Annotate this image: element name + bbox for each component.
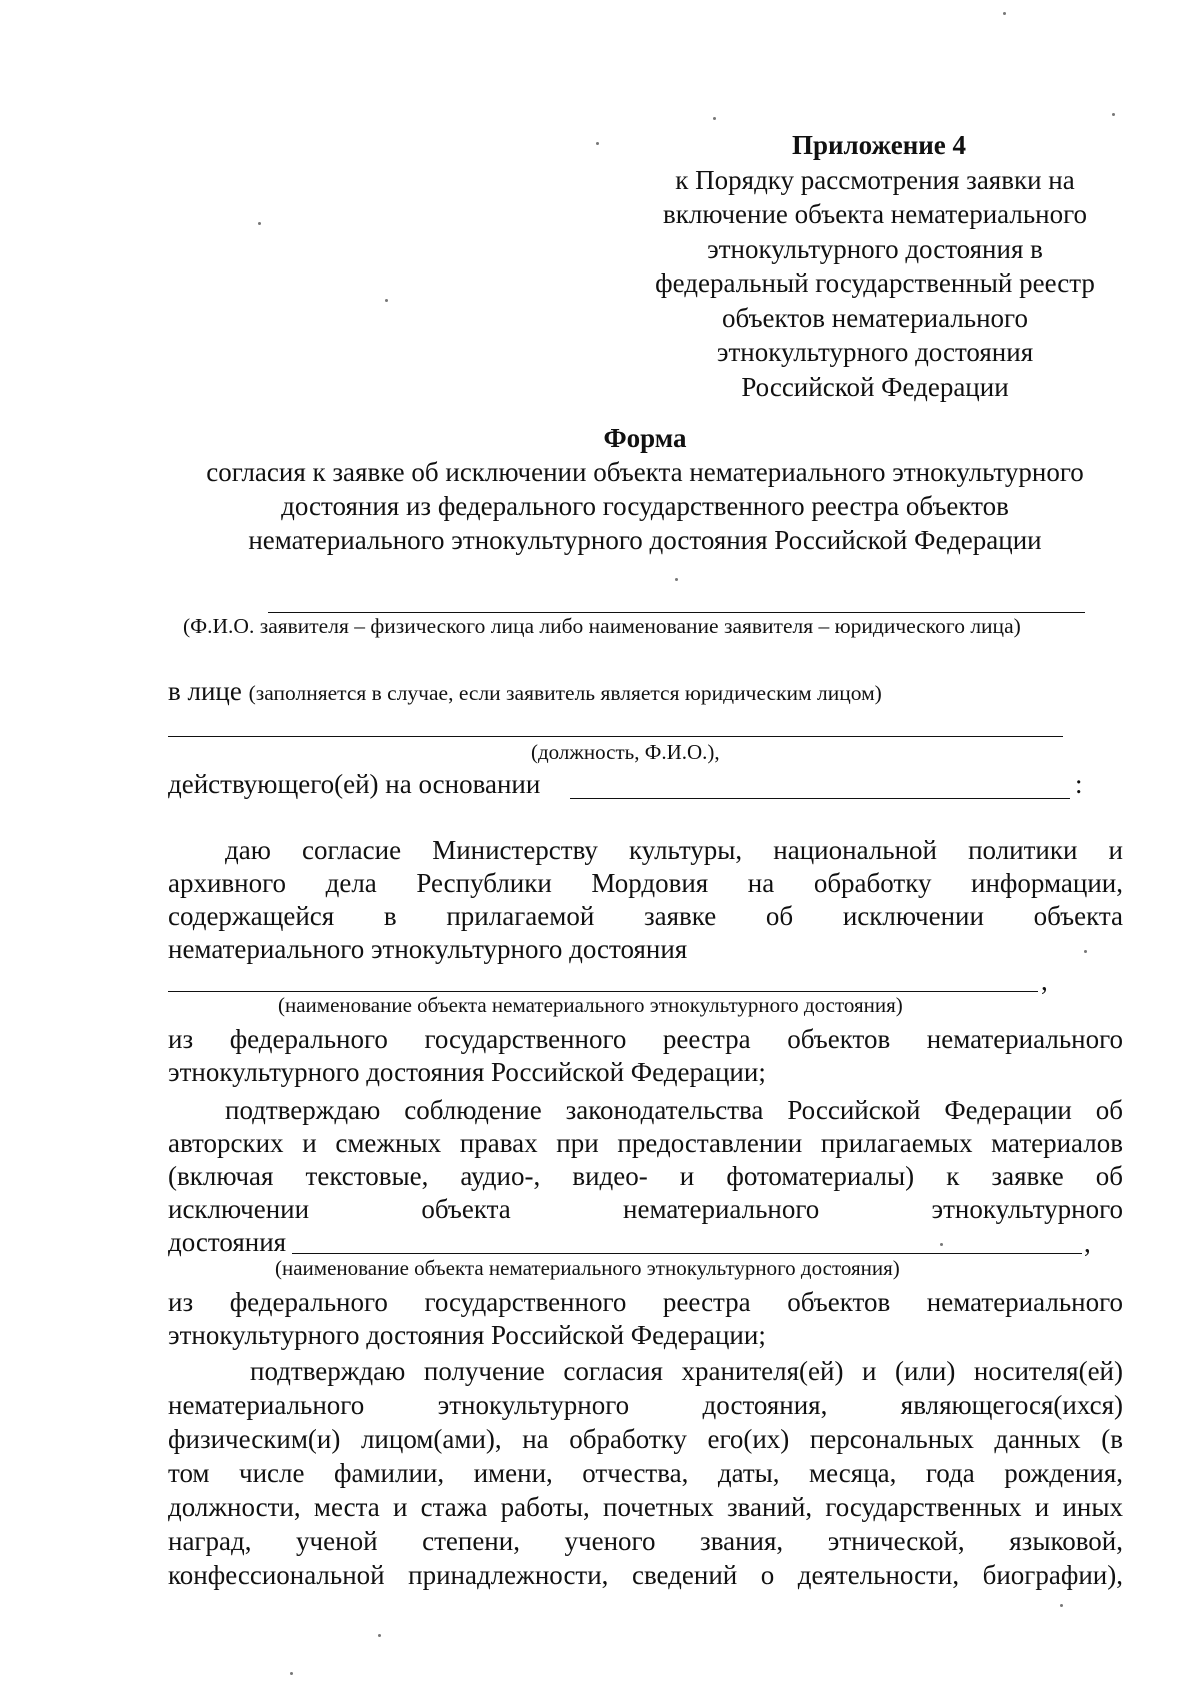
appendix-line: включение объекта нематериального <box>662 199 1088 229</box>
scan-speck <box>258 222 261 225</box>
registry-line: этнокультурного достояния Российской Федерации; <box>168 1320 766 1350</box>
appendix-line: этнокультурного достояния в <box>707 233 1043 264</box>
scan-speck <box>1060 1604 1063 1607</box>
form-subtitle-line: нематериального этнокультурного достояния Российской Федерации <box>248 525 1042 555</box>
paragraph-line: нематериального этнокультурного достояния <box>168 934 688 964</box>
scan-speck <box>290 1672 293 1675</box>
scan-speck <box>1112 113 1115 116</box>
registry-line: этнокультурного достояния Российской Федерации; <box>168 1057 766 1087</box>
paragraph-line: подтверждаю соблюдение законодательства Российской Федерации об <box>225 1095 1123 1125</box>
paragraph-line: нематериального этнокультурного достояния, являющегося(ихся) <box>168 1390 1123 1420</box>
object-name-comma-1: , <box>1041 966 1048 996</box>
scan-speck <box>378 1634 381 1637</box>
scan-speck <box>385 299 388 302</box>
object-name-hint-1: (наименование объекта нематериального этнокультурного достояния) <box>278 993 903 1017</box>
paragraph-line: содержащейся в прилагаемой заявке об исключении объекта <box>168 901 1123 931</box>
appendix-block <box>630 128 1120 404</box>
form-title-block <box>150 421 1140 557</box>
paragraph-line: (включая текстовые, аудио-, видео- и фотоматериалы) к заявке об <box>168 1161 1123 1191</box>
appendix-line: этнокультурного достояния <box>716 337 1034 367</box>
paragraph-line: авторских и смежных правах при предоставлении прилагаемых материалов <box>168 1128 1123 1158</box>
form-title: Форма <box>603 423 687 453</box>
scan-speck <box>596 142 599 145</box>
form-subtitle-line: достояния из федерального государственного реестра объектов <box>281 491 1009 521</box>
scan-speck <box>940 1243 943 1246</box>
basis-field[interactable] <box>570 798 1070 799</box>
paragraph-line: наград, ученой степени, ученого звания, этнической, языковой, <box>168 1526 1123 1556</box>
object-name-field-2[interactable] <box>292 1253 1082 1254</box>
applicant-name-hint: (Ф.И.О. заявителя – физического лица либо наименование заявителя – юридического лица) <box>183 614 1021 638</box>
scan-speck <box>713 117 716 120</box>
paragraph-line: конфессиональной принадлежности, сведений о деятельности, биографии), <box>168 1560 1123 1590</box>
position-name-hint: (должность, Ф.И.О.), <box>531 740 720 764</box>
paragraph-line: достояния <box>168 1227 287 1257</box>
appendix-line: федеральный государственный реестр <box>655 268 1095 298</box>
represented-line <box>168 675 882 709</box>
paragraph-line: том числе фамилии, имени, отчества, даты, месяца, года рождения, <box>168 1458 1123 1488</box>
object-name-hint-2: (наименование объекта нематериального этнокультурного достояния) <box>275 1256 900 1280</box>
registry-line: из федерального государственного реестра объектов нематериального <box>168 1287 1123 1317</box>
basis-label: действующего(ей) на основании <box>168 769 541 799</box>
appendix-line: к Порядку рассмотрения заявки на <box>675 164 1075 195</box>
appendix-line: объектов нематериального <box>722 302 1028 333</box>
paragraph-line: должности, места и стажа работы, почетных званий, государственных и иных <box>168 1492 1123 1522</box>
represented-note: (заполняется в случае, если заявитель является юридическим лицом) <box>248 681 882 705</box>
form-subtitle-line: согласия к заявке об исключении объекта нематериального этнокультурного <box>206 457 1084 487</box>
appendix-title: Приложение 4 <box>791 130 967 160</box>
appendix-line: Российской Федерации <box>741 371 1009 402</box>
paragraph-line: архивного дела Республики Мордовия на обработку информации, <box>168 868 1123 898</box>
paragraph-line: физическим(и) лицом(ами), на обработку его(их) персональных данных (в <box>168 1424 1123 1454</box>
scan-speck <box>1003 12 1006 15</box>
registry-line: из федерального государственного реестра объектов нематериального <box>168 1024 1123 1054</box>
paragraph-line: подтверждаю получение согласия хранителя(ей) и (или) носителя(ей) <box>250 1356 1123 1386</box>
paragraph-line: исключении объекта нематериального этнокультурного <box>168 1194 1123 1224</box>
represented-prefix: в лице <box>168 676 242 706</box>
object-name-comma-2: , <box>1084 1228 1091 1258</box>
paragraph-line: даю согласие Министерству культуры, национальной политики и <box>225 835 1123 865</box>
position-name-field[interactable] <box>168 736 1063 737</box>
basis-colon: : <box>1075 769 1083 799</box>
scan-speck <box>1084 950 1087 953</box>
scan-speck <box>675 578 678 581</box>
